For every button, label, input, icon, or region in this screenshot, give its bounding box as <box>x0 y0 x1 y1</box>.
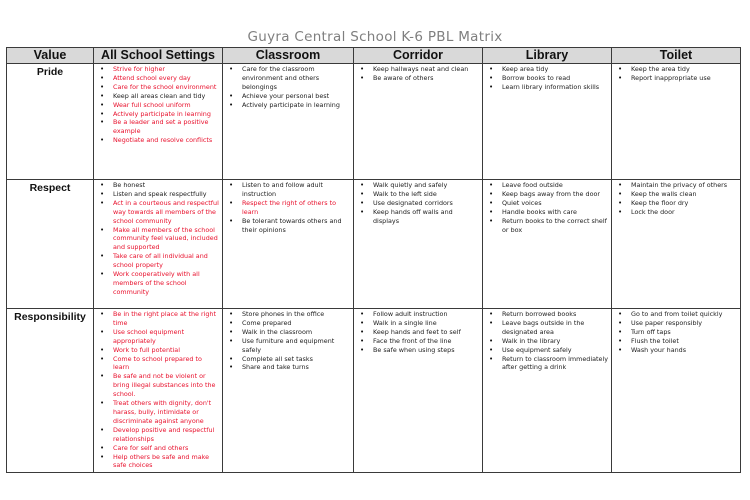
list-item: • Be honest <box>113 181 220 190</box>
list-item: • Develop positive and respectful relationships <box>113 426 220 444</box>
expectation-list <box>356 65 480 83</box>
list-item: • Return to classroom immediately after getting a drink <box>502 355 609 373</box>
list-item: • Leave bags outside in the designated area <box>502 319 609 337</box>
list-item: • Negotiate and resolve conflicts <box>113 136 220 145</box>
row-label-pride: Pride <box>7 64 94 180</box>
cell-pride-classroom <box>223 64 354 180</box>
list-item: • Learn library information skills <box>502 83 609 92</box>
column-header-classroom: Classroom <box>223 48 354 64</box>
list-item: • Be a leader and set a positive example <box>113 118 220 136</box>
list-item: • Respect the right of others to learn <box>242 199 351 217</box>
list-item: • Use furniture and equipment safely <box>242 337 351 355</box>
cell-pride-library <box>483 64 612 180</box>
pbl-matrix-table <box>6 47 741 473</box>
column-header-library: Library <box>483 48 612 64</box>
cell-respect-library <box>483 180 612 309</box>
list-item: • Work to full potential <box>113 346 220 355</box>
cell-responsibility-toilet <box>612 309 741 473</box>
list-item: • Keep the area tidy <box>631 65 738 74</box>
list-item: • Achieve your personal best <box>242 92 351 101</box>
list-item: • Turn off taps <box>631 328 738 337</box>
list-item: • Keep the floor dry <box>631 199 738 208</box>
cell-pride-all-school-settings <box>94 64 223 180</box>
list-item: • Keep hands off walls and displays <box>373 208 480 226</box>
list-item: • Leave food outside <box>502 181 609 190</box>
cell-responsibility-corridor <box>354 309 483 473</box>
column-header-corridor: Corridor <box>354 48 483 64</box>
list-item: • Attend school every day <box>113 74 220 83</box>
expectation-list <box>485 65 609 92</box>
list-item: • Quiet voices <box>502 199 609 208</box>
table-row-pride <box>7 64 741 180</box>
expectation-list <box>225 181 351 234</box>
list-item: • Walk in a single line <box>373 319 480 328</box>
list-item: • Keep area tidy <box>502 65 609 74</box>
list-item: • Use designated corridors <box>373 199 480 208</box>
cell-respect-corridor <box>354 180 483 309</box>
expectation-list <box>96 181 220 297</box>
list-item: • Help others be safe and make safe choices <box>113 453 220 471</box>
list-item: • Come to school prepared to learn <box>113 355 220 373</box>
list-item: • Report inappropriate use <box>631 74 738 83</box>
list-item: • Listen to and follow adult instruction <box>242 181 351 199</box>
list-item: • Take care of all individual and school property <box>113 252 220 270</box>
list-item: • Come prepared <box>242 319 351 328</box>
expectation-list <box>485 181 609 234</box>
list-item: • Act in a courteous and respectful way towards all members of the school community <box>113 199 220 226</box>
list-item: • Keep all areas clean and tidy <box>113 92 220 101</box>
list-item: • Walk to the left side <box>373 190 480 199</box>
expectation-list <box>614 310 738 355</box>
list-item: • Strive for higher <box>113 65 220 74</box>
cell-responsibility-library <box>483 309 612 473</box>
header-row <box>7 48 741 64</box>
list-item: • Wash your hands <box>631 346 738 355</box>
list-item: • Work cooperatively with all members of the school community <box>113 270 220 297</box>
list-item: • Borrow books to read <box>502 74 609 83</box>
list-item: • Walk quietly and safely <box>373 181 480 190</box>
list-item: • Be safe when using steps <box>373 346 480 355</box>
list-item: • Use paper responsibly <box>631 319 738 328</box>
list-item: • Walk in the classroom <box>242 328 351 337</box>
list-item: • Store phones in the office <box>242 310 351 319</box>
list-item: • Handle books with care <box>502 208 609 217</box>
expectation-list <box>225 310 351 372</box>
list-item: • Face the front of the line <box>373 337 480 346</box>
list-item: • Actively participate in learning <box>242 101 351 110</box>
list-item: • Keep hallways neat and clean <box>373 65 480 74</box>
expectation-list <box>96 310 220 470</box>
cell-responsibility-all-school-settings <box>94 309 223 473</box>
expectation-list <box>356 181 480 226</box>
list-item: • Use equipment safely <box>502 346 609 355</box>
cell-responsibility-classroom <box>223 309 354 473</box>
cell-pride-toilet <box>612 64 741 180</box>
list-item: • Maintain the privacy of others <box>631 181 738 190</box>
list-item: • Keep the walls clean <box>631 190 738 199</box>
list-item: • Be in the right place at the right time <box>113 310 220 328</box>
table-row-respect <box>7 180 741 309</box>
list-item: • Keep bags away from the door <box>502 190 609 199</box>
list-item: • Flush the toilet <box>631 337 738 346</box>
list-item: • Wear full school uniform <box>113 101 220 110</box>
row-label-responsibility: Responsibility <box>7 309 94 473</box>
cell-pride-corridor <box>354 64 483 180</box>
list-item: • Be safe and not be violent or bring illegal substances into the school. <box>113 372 220 399</box>
list-item: • Lock the door <box>631 208 738 217</box>
list-item: • Be tolerant towards others and their opinions <box>242 217 351 235</box>
list-item: • Follow adult instruction <box>373 310 480 319</box>
list-item: • Keep hands and feet to self <box>373 328 480 337</box>
expectation-list <box>356 310 480 355</box>
expectation-list <box>614 65 738 83</box>
list-item: • Complete all set tasks <box>242 355 351 364</box>
list-item: • Be aware of others <box>373 74 480 83</box>
expectation-list <box>96 65 220 145</box>
list-item: • Use school equipment appropriately <box>113 328 220 346</box>
document-title: Guyra Central School K-6 PBL Matrix <box>247 29 503 45</box>
cell-respect-all-school-settings <box>94 180 223 309</box>
column-header-all-school-settings: All School Settings <box>94 48 223 64</box>
list-item: • Make all members of the school community feel valued, included and supported <box>113 226 220 253</box>
list-item: • Return borrowed books <box>502 310 609 319</box>
expectation-list <box>485 310 609 372</box>
expectation-list <box>225 65 351 110</box>
expectation-list <box>614 181 738 217</box>
column-header-toilet: Toilet <box>612 48 741 64</box>
list-item: • Listen and speak respectfully <box>113 190 220 199</box>
list-item: • Care for self and others <box>113 444 220 453</box>
column-header-value: Value <box>7 48 94 64</box>
cell-respect-classroom <box>223 180 354 309</box>
table-row-responsibility <box>7 309 741 473</box>
cell-respect-toilet <box>612 180 741 309</box>
list-item: • Walk in the library <box>502 337 609 346</box>
row-label-respect: Respect <box>7 180 94 309</box>
list-item: • Treat others with dignity, don't harass, bully, intimidate or discriminate against anyone <box>113 399 220 426</box>
list-item: • Care for the classroom environment and others belongings <box>242 65 351 92</box>
list-item: • Return books to the correct shelf or box <box>502 217 609 235</box>
list-item: • Share and take turns <box>242 363 351 372</box>
list-item: • Go to and from toilet quickly <box>631 310 738 319</box>
list-item: • Care for the school environment <box>113 83 220 92</box>
list-item: • Actively participate in learning <box>113 110 220 119</box>
